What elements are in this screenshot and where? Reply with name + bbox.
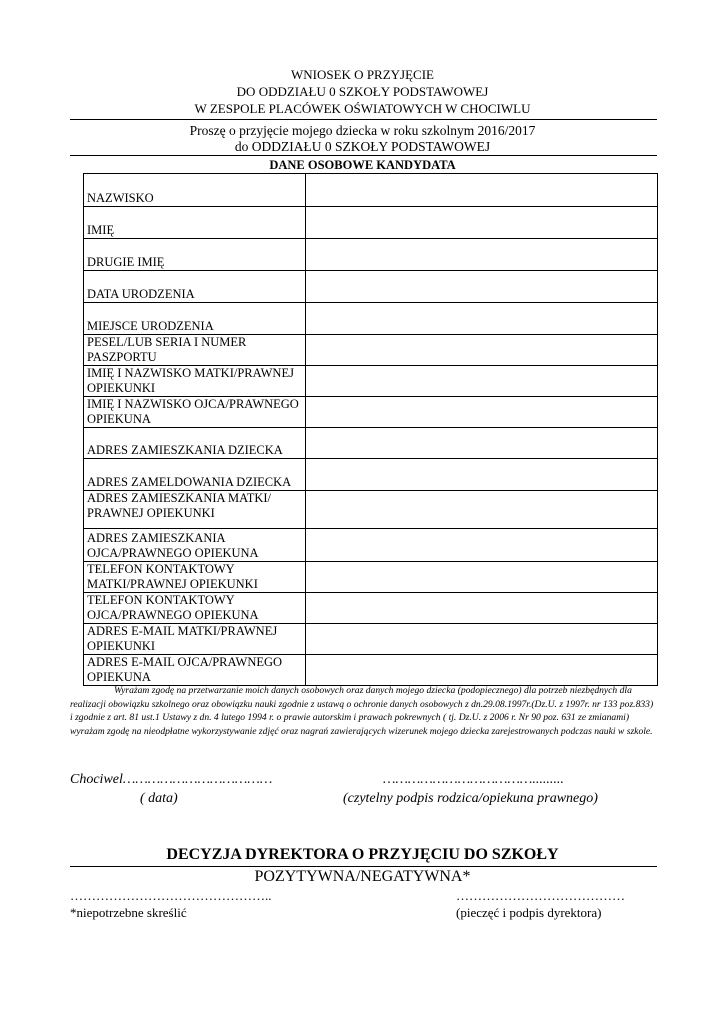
table-row: [84, 428, 658, 459]
request-line-2: do ODDZIAŁU 0 SZKOŁY PODSTAWOWEJ: [234, 139, 491, 154]
row-label: ADRES ZAMELDOWANIA DZIECKA: [84, 459, 306, 491]
table-row: [84, 491, 658, 529]
personal-data-table: [83, 173, 658, 686]
consent-statement: Wyrażam zgodę na przetwarzanie moich danych osobowych oraz danych mojego dziecka (podopiecznego) dla potrzeb niezbędnych dla realizacji obowiązku szkolnego oraz obowiązku nauki zgodnie z ustawą o ochronie danych osobowych z dn.29.08.1997r.(Dz.U. z 1997r. nr 133 poz.833) i zgodnie z art. 81 ust.1 Ustawy z dn. 4 lutego 1994 r. o prawie autorskim i prawach pokrewnych ( tj. Dz.U. z 2006 r. Nr 90 poz. 631 ze zmianami) wyrażam zgodę na nieodpłatne wykorzystywanie zdjęć oraz nagrań zawierających wizerunek mojego dziecka zarejestrowanych podczas nauki w szkole.: [70, 685, 654, 737]
row-value-field[interactable]: [306, 529, 658, 562]
table-row: [84, 397, 658, 428]
row-label: ADRES ZAMIESZKANIA MATKI/ PRAWNEJ OPIEKUNKI: [84, 491, 306, 529]
row-label: ADRES ZAMIESZKANIA DZIECKA: [84, 428, 306, 459]
table-row: [84, 207, 658, 239]
row-value-field[interactable]: [306, 207, 658, 239]
decision-left-line: ………………………………………..: [70, 888, 272, 903]
table-row: [84, 335, 658, 366]
row-label: NAZWISKO: [84, 174, 306, 207]
table-row: [84, 174, 658, 207]
row-label: ADRES E-MAIL MATKI/PRAWNEJ OPIEKUNKI: [84, 624, 306, 655]
row-label: PESEL/LUB SERIA I NUMER PASZPORTU: [84, 335, 306, 366]
table-row: [84, 239, 658, 271]
row-label: MIEJSCE URODZENIA: [84, 303, 306, 335]
footnote: *niepotrzebne skreślić: [70, 905, 187, 920]
signature-line: ……………………………….........: [383, 772, 564, 787]
row-value-field[interactable]: [306, 459, 658, 491]
table-row: [84, 562, 658, 593]
table-row: [84, 593, 658, 624]
table-row: [84, 366, 658, 397]
row-label: ADRES E-MAIL OJCA/PRAWNEGO OPIEKUNA: [84, 655, 306, 686]
row-label: TELEFON KONTAKTOWY OJCA/PRAWNEGO OPIEKUNA: [84, 593, 306, 624]
row-value-field[interactable]: [306, 655, 658, 686]
request-line-1: Proszę o przyjęcie mojego dziecka w roku szkolnym 2016/2017: [189, 123, 536, 138]
table-row: [84, 624, 658, 655]
decision-title: DECYZJA DYREKTORA O PRZYJĘCIU DO SZKOŁY: [166, 846, 559, 863]
row-value-field[interactable]: [306, 593, 658, 624]
place-date-line: Chociwel………………………………: [70, 772, 273, 787]
row-value-field[interactable]: [306, 174, 658, 207]
section-title: DANE OSOBOWE KANDYDATA: [269, 158, 456, 172]
request-divider: [70, 155, 657, 156]
row-label: IMIĘ I NAZWISKO MATKI/PRAWNEJ OPIEKUNKI: [84, 366, 306, 397]
row-value-field[interactable]: [306, 335, 658, 366]
row-value-field[interactable]: [306, 303, 658, 335]
row-value-field[interactable]: [306, 624, 658, 655]
director-signature-line: …………………………………: [456, 888, 625, 903]
signature-caption: (czytelny podpis rodzica/opiekuna prawnego): [343, 791, 598, 806]
table-row: [84, 303, 658, 335]
header-line-3: W ZESPOLE PLACÓWEK OŚWIATOWYCH W CHOCIWLU: [194, 101, 531, 116]
stamp-caption: (pieczęć i podpis dyrektora): [456, 905, 602, 920]
header-line-1: WNIOSEK O PRZYJĘCIE: [291, 67, 434, 82]
table-row: [84, 459, 658, 491]
decision-divider: [70, 866, 657, 867]
row-label: TELEFON KONTAKTOWY MATKI/PRAWNEJ OPIEKUNKI: [84, 562, 306, 593]
header-divider: [70, 119, 657, 120]
row-value-field[interactable]: [306, 562, 658, 593]
row-label: ADRES ZAMIESZKANIA OJCA/PRAWNEGO OPIEKUNA: [84, 529, 306, 562]
table-row: [84, 271, 658, 303]
row-value-field[interactable]: [306, 366, 658, 397]
row-label: DRUGIE IMIĘ: [84, 239, 306, 271]
row-label: DATA URODZENIA: [84, 271, 306, 303]
row-label: IMIĘ I NAZWISKO OJCA/PRAWNEGO OPIEKUNA: [84, 397, 306, 428]
row-value-field[interactable]: [306, 491, 658, 529]
table-row: [84, 529, 658, 562]
header-line-2: DO ODDZIAŁU 0 SZKOŁY PODSTAWOWEJ: [236, 84, 489, 99]
row-value-field[interactable]: [306, 239, 658, 271]
row-value-field[interactable]: [306, 271, 658, 303]
date-caption: ( data): [140, 791, 178, 806]
consent-text: [70, 684, 656, 738]
row-value-field[interactable]: [306, 397, 658, 428]
decision-options: POZYTYWNA/NEGATYWNA*: [254, 868, 471, 885]
table-row: [84, 655, 658, 686]
row-value-field[interactable]: [306, 428, 658, 459]
row-label: IMIĘ: [84, 207, 306, 239]
